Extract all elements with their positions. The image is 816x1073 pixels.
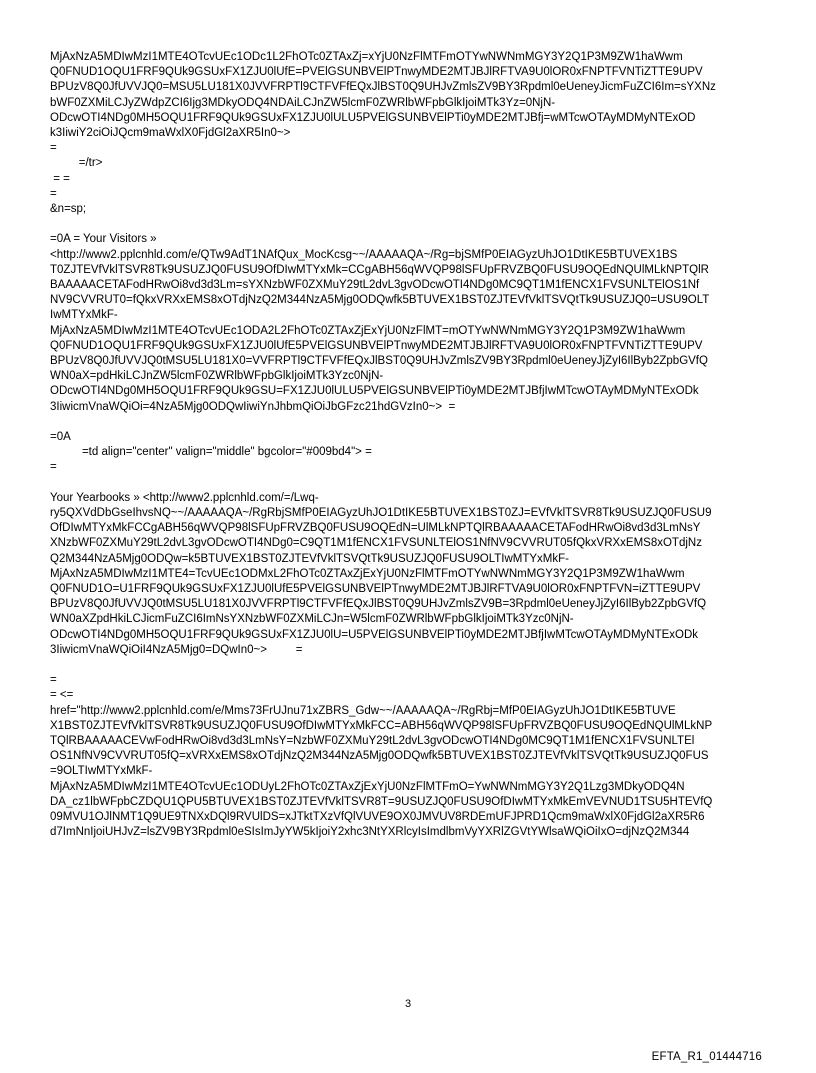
text-line: WN0aXZpdHkiLCJicmFuZCI6ImNsYXNzbWF0ZXMiLCJn=W5lcmF0ZWRlbWFpbGlkIjoiMTk3Yzc0NjN- — [50, 613, 574, 626]
section-gap — [50, 658, 770, 673]
section-gap — [50, 415, 770, 430]
text-line: = — [50, 461, 57, 474]
document-body — [50, 50, 770, 841]
text-line: X1BST0ZJTEVfVklTSVR8Tk9USUZJQ0FUSU9OfDIwMTYxMkFCC=ABH56qWVQP98lSFUpFRVZBQ0FUSU9OQEdNQUlMLkNP — [50, 719, 713, 732]
page-number: 3 — [404, 998, 412, 1010]
document-page — [50, 50, 770, 841]
text-line: ry5QXVdDbGseIhvsNQ~~/AAAAAQA~/RgRbjSMfP0EIAGyzUhJO1DtIKE5BTUVEX1BST0ZJ=EVfVklTSVR8Tk9USUZJQ0FUSU9 — [50, 507, 712, 520]
text-line: 09MVU1OJlNMT1Q9UE9TNXxDQl9RVUlDS=xJTktTXzVfQlVUVE9OX0JMVUV8RDEmUFJPRD1Qcm9maWxlX0FjdGl2aXR5R6 — [50, 811, 705, 824]
text-line: MjAxNzA5MDIwMzI1MTE4OTcvUEc1ODA2L2FhOTc0ZTAxZjExYjU0NzFlMT=mOTYwNWNmMGY3Y2Q1P3M9ZW1haWwm — [50, 324, 686, 337]
text-line: href="http://www2.pplcnhld.com/e/Mms73FrUJnu71xZBRS_Gdw~~/AAAAAQA~/RgRbj=MfP0EIAGyzUhJO1DtIKE5BTUVE — [50, 704, 676, 717]
text-line: Q0FNUD1OQU1FRF9QUk9GSUxFX1ZJU0lUfE5PVElGSUNBVElPTnwyMDE2MTJBJlRFTVA9U0lOR0xFNPTFVNTiZTTE9UPV — [50, 339, 703, 352]
text-line: Q0FNUD1OQU1FRF9QUk9GSUxFX1ZJU0lUfE=PVElGSUNBVElPTnwyMDE2MTJBJlRFTVA9U0lOR0xFNPTFVNTiZTTE9UPV — [50, 66, 703, 79]
text-line: 3IiwicmVnaWQiOi=4NzA5Mjg0ODQwIiwiYnJhbmQiOiJbGFzc21hdGVzIn0~> = — [50, 400, 456, 413]
text-line: bWF0ZXMiLCJyZWdpZCI6Ijg3MDkyODQ4NDAiLCJnZW5lcmF0ZWRlbWFpbGlkIjoiMTk3Yz=0NjN- — [50, 96, 556, 109]
text-line: k3IiwiY2ciOiJQcm9maWxlX0FjdGl2aXR5In0~> — [50, 127, 291, 140]
text-line: = = — [50, 172, 70, 185]
text-line: MjAxNzA5MDIwMzI1MTE4OTcvUEc1ODUyL2FhOTc0ZTAxZjExYjU0NzFlMTFmO=YwNWNmMGY3Y2Q1Lzg3MDkyODQ4N — [50, 780, 685, 793]
text-line: ODcwOTI4NDg0MH5OQU1FRF9QUk9GSU=FX1ZJU0lULU5PVElGSUNBVElPTi0yMDE2MTJBfjIwMTcwOTAyMDMyNTExODk — [50, 385, 699, 398]
text-line: MjAxNzA5MDIwMzI1MTE4=TcvUEc1ODMxL2FhOTc0ZTAxZjExYjU0NzFlMTFmOTYwNWNmMGY3Y2Q1P3M9ZW1haWwm — [50, 567, 685, 580]
text-line: IwMTYxMkF- — [50, 309, 118, 322]
text-line: XNzbWF0ZXMuY29tL2dvL3gvODcwOTI4NDg0=C9QT1M1fENCX1FVSUNLTElOS1NfNV9CVVRUT05fQkxVRXxEMS8xOTdjNz — [50, 537, 702, 550]
text-line: = — [50, 142, 57, 155]
text-line: WN0aX=pdHkiLCJnZW5lcmF0ZWRlbWFpbGlkIjoiMTk3Yzc0NjN- — [50, 370, 384, 383]
text-line: Q0FNUD1O=U1FRF9QUk9GSUxFX1ZJU0lUfE5PVElGSUNBVElPTnwyMDE2MTJBJlRFTVA9U0lOR0xFNPTFVN=iZTTE9UPV — [50, 583, 701, 596]
text-line: BPUzV8Q0JfUVVJQ0tMSU5LU181X0=VVFRPTl9CTFVFfEQxJlBST0Q9UHJvZmlsZV9BY3Rpdml0eUeneyJjZyI6IlByb2ZpbGVfQ — [50, 355, 708, 368]
text-line: OfDIwMTYxMkFCCgABH56qWVQP98lSFUpFRVZBQ0FUSU9OQEdN=UlMLkNPTQlRBAAAAACETAFodHRwOi8vd3d3LmNsY — [50, 522, 701, 535]
text-line: <http://www2.pplcnhld.com/e/QTw9AdT1NAfQux_MocKcsg~~/AAAAAQA~/Rg=bjSMfP0EIAGyzUhJO1DtIKE5BTUVEX1BS — [50, 248, 678, 261]
text-line: d7ImNnIjoiUHJvZ=lsZV9BY3Rpdml0eSIsImJyYW5kIjoiY2xhc3NtYXRlcyIsImdlbmVyYXRlZGVtYWlsaWQiOiIxO=djNzQ2M344 — [50, 826, 690, 839]
text-line: NV9CVVRUT0=fQkxVRXxEMS8xOTdjNzQ2M344NzA5Mjg0ODQwfk5BTUVEX1BST0ZJTEVfVklTSVQtTk9USUZJQ0=USU9OLT — [50, 294, 710, 307]
text-line: BPUzV8Q0JfUVVJQ0tMSU5LU181X0JVVFRPTl9CTFVFfEQxJlBST0Q9UHJvZmlsZV9B=3Rpdml0eUeneyJjZyI6IlByb2ZpbGVfQ — [50, 598, 707, 611]
text-line: =0A = Your Visitors » — [50, 233, 157, 246]
text-line: OS1NfNV9CVVRUT05fQ=xVRXxEMS8xOTdjNzQ2M344NzA5Mjg0ODQwfk5BTUVEX1BST0ZJTEVfVklTSVQtTk9USUZJQ0FUS — [50, 750, 709, 763]
text-line: = — [50, 674, 57, 687]
text-line: DA_cz1lbWFpbCZDQU1QPU5BTUVEX1BST0ZJTEVfVklTSVR8T=9USUZJQ0FUSU9OfDIwMTYxMkEmVEVNUD1TSU5HTEVfQ — [50, 795, 713, 808]
text-line: =9OLTIwMTYxMkF- — [50, 765, 153, 778]
text-line: 3IiwicmVnaWQiOiI4NzA5Mjg0=DQwIn0~> = — [50, 643, 303, 656]
text-line: ODcwOTI4NDg0MH5OQU1FRF9QUk9GSUxFX1ZJU0lULU5PVElGSUNBVElPTi0yMDE2MTJBfj=wMTcwOTAyMDMyNTExOD — [50, 111, 696, 124]
section-gap — [50, 217, 770, 232]
text-line: BAAAAACETAFodHRwOi8vd3d3Lm=sYXNzbWF0ZXMuY29tL2dvL3gvODcwOTI4NDg0MC9QT1M1fENCX1FVSUNLTElOS1Nf — [50, 279, 700, 292]
text-line: Your Yearbooks » <http://www2.pplcnhld.com/=/Lwq- — [50, 491, 319, 504]
text-line: MjAxNzA5MDIwMzI1MTE4OTcvUEc1ODc1L2FhOTc0ZTAxZj=xYjU0NzFlMTFmOTYwNWNmMGY3Y2Q1P3M9ZW1haWwm — [50, 51, 683, 63]
bates-number: EFTA_R1_01444716 — [651, 1051, 762, 1063]
text-line: TQlRBAAAAACEVwFodHRwOi8vd3d3LmNsY=NzbWF0ZXMuY29tL2dvL3gvODcwOTI4NDg0MC9QT1M1fENCX1FVSUNLTEl — [50, 735, 695, 748]
text-line: =/tr> — [50, 157, 103, 170]
text-line: =0A — [50, 431, 71, 444]
text-line: &n=sp; — [50, 203, 87, 216]
section-gap — [50, 476, 770, 491]
text-line: T0ZJTEVfVklTSVR8Tk9USUZJQ0FUSU9OfDIwMTYxMk=CCgABH56qWVQP98lSFUpFRVZBQ0FUSU9OQEdNQUlMLkNPTQlR — [50, 263, 709, 276]
text-line: = <= — [50, 689, 74, 702]
text-line: =td align="center" valign="middle" bgcolor="#009bd4"> = — [50, 446, 372, 459]
text-line: Q2M344NzA5Mjg0ODQw=k5BTUVEX1BST0ZJTEVfVklTSVQtTk9USUZJQ0FUSU9OLTIwMTYxMkF- — [50, 552, 569, 565]
text-line: ODcwOTI4NDg0MH5OQU1FRF9QUk9GSUxFX1ZJU0lU=U5PVElGSUNBVElPTi0yMDE2MTJBfjIwMTcwOTAyMDMyNTExODk — [50, 628, 699, 641]
text-line: BPUzV8Q0JfUVVJQ0=MSU5LU181X0JVVFRPTl9CTFVFfEQxJlBST0Q9UHJvZmlsZV9BY3Rpdml0eUeneyJicmFuZCI6Im=sYXNz — [50, 81, 716, 94]
text-line: = — [50, 187, 57, 200]
